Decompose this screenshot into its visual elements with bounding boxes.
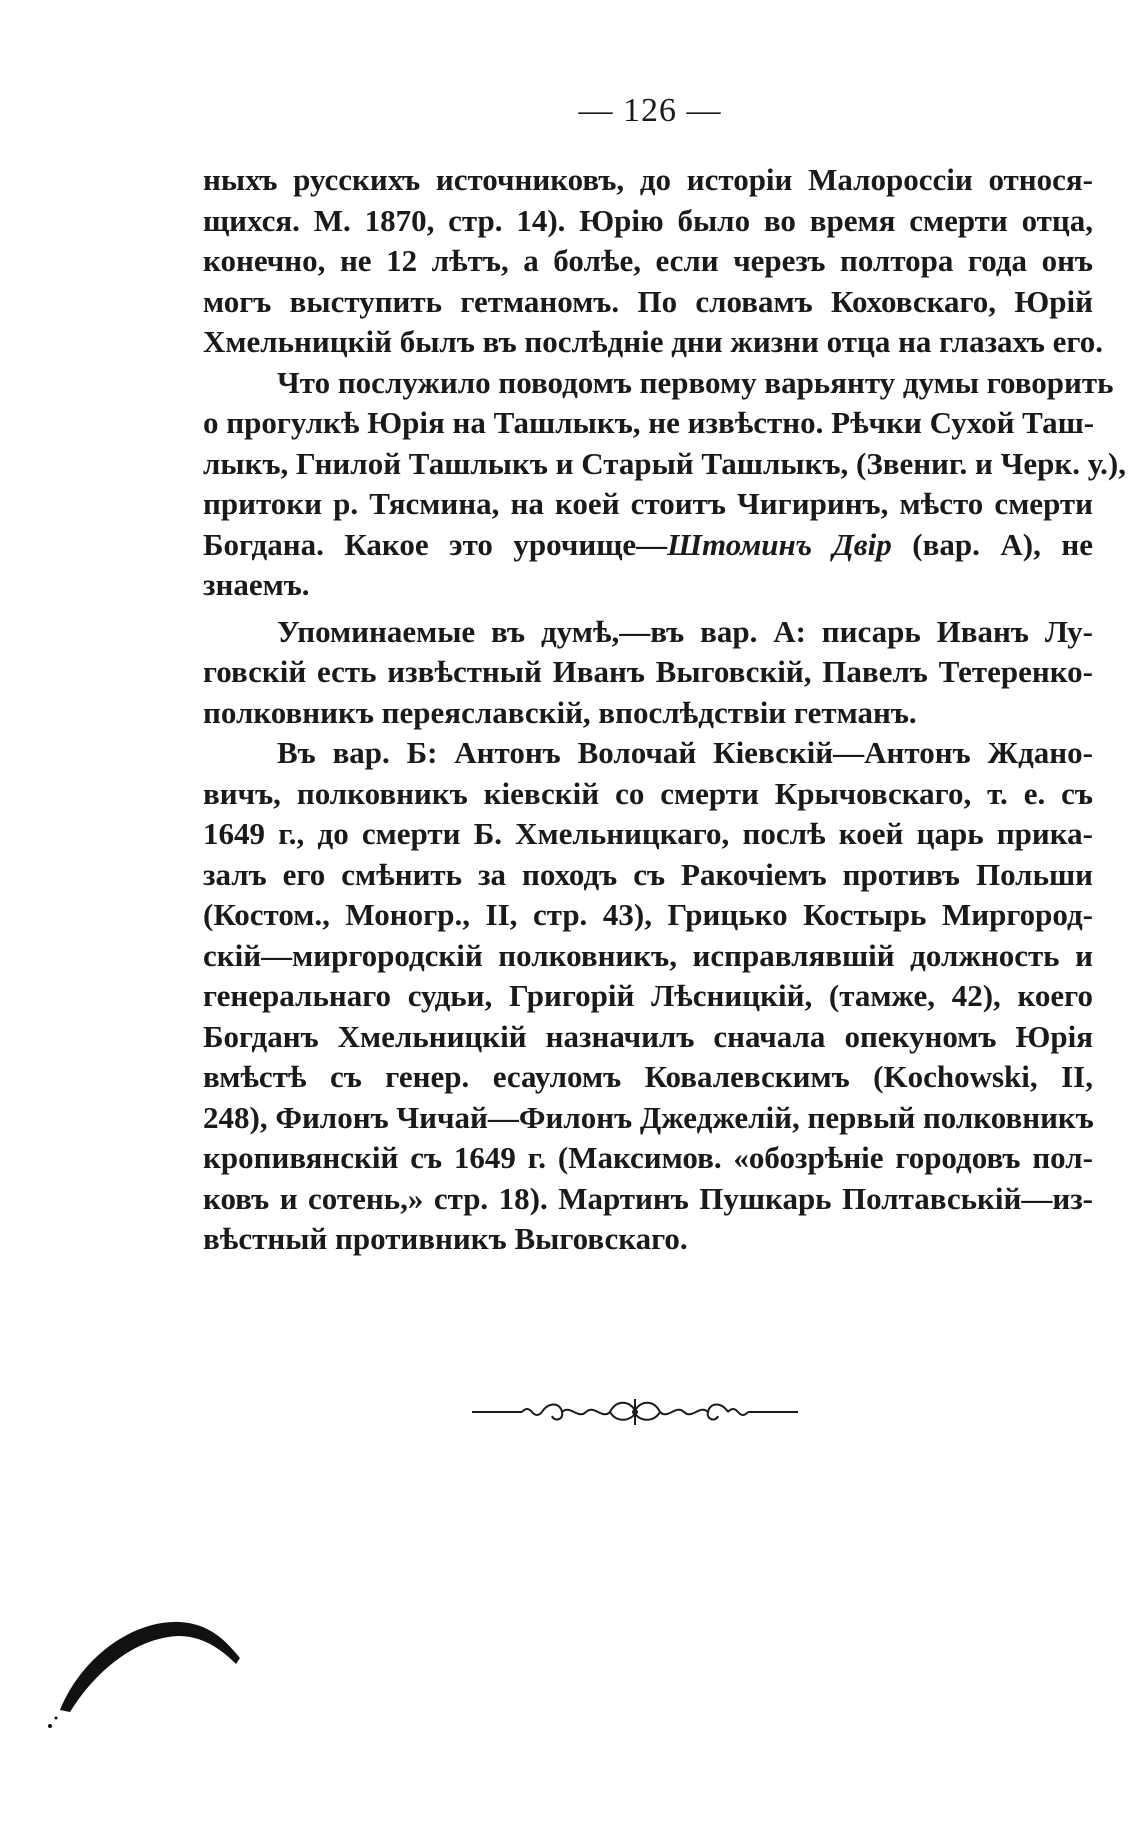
text-line: вичъ, полковникъ кіевскій со смерти Крычовскаго, т. е. съ — [203, 775, 1093, 811]
text-line: лыкъ, Гнилой Ташлыкъ и Старый Ташлыкъ, (Звениг. и Черк. у.), — [203, 445, 1126, 481]
text-line: генеральнаго судьи, Григорій Лѣсницкій, (тамже, 42), коего — [203, 978, 1093, 1013]
text-line: притоки р. Тясмина, на коей стоитъ Чигиринъ, мѣсто смерти — [203, 486, 1093, 521]
italic-place-name: Штоминъ Двір — [667, 526, 892, 562]
text-line: могъ выступить гетманомъ. По словамъ Коховскаго, Юрій — [203, 283, 1093, 319]
text-line: Въ вар. Б: Антонъ Волочай Кіевскій—Антонъ Ждано- — [277, 735, 1093, 770]
text-line: Хмельницкій былъ въ послѣдніе дни жизни отца на глазахъ его. — [203, 324, 1103, 359]
text-line-mixed — [203, 525, 1093, 566]
text-line: о прогулкѣ Юрія на Ташлыкъ, не извѣстно. Рѣчки Сухой Таш- — [203, 405, 1095, 440]
text-line: Упоминаемые въ думѣ,—въ вар. А: писарь Иванъ Лу- — [277, 613, 1093, 649]
text-segment: (вар. А), не — [891, 526, 1094, 562]
page-number: — 126 — — [578, 92, 722, 129]
paragraph-4 — [203, 733, 1093, 1260]
text-segment: Богдана. Какое это урочище— — [203, 526, 668, 562]
text-line: Богданъ Хмельницкій назначилъ сначала опекуномъ Юрія — [203, 1018, 1093, 1054]
scan-artifact-mark — [40, 1600, 250, 1730]
text-line: (Костом., Моногр., II, стр. 43), Грицько Костырь Миргород- — [203, 897, 1093, 932]
text-line: ковъ и сотень,» стр. 18). Мартинъ Пушкарь Полтавській—из- — [203, 1180, 1093, 1216]
text-line: ныхъ русскихъ источниковъ, до исторіи Малороссіи относя- — [203, 162, 1093, 197]
text-line: кропивянскій съ 1649 г. (Максимов. «обозрѣніе городовъ пол- — [203, 1140, 1093, 1175]
text-line: вмѣстѣ съ генер. есауломъ Ковалевскимъ (Kochowski, II, — [203, 1059, 1093, 1094]
body-text — [203, 160, 1126, 1260]
decorative-tailpiece-icon — [470, 1395, 800, 1429]
text-line: конечно, не 12 лѣтъ, а болѣе, если черезъ полтора года онъ — [203, 243, 1093, 278]
text-line: щихся. М. 1870, стр. 14). Юрію было во время смерти отца, — [203, 202, 1093, 238]
text-line: знаемъ. — [203, 567, 310, 602]
text-line: 1649 г., до смерти Б. Хмельницкаго, послѣ коей царь прика- — [203, 816, 1093, 851]
text-line: говскій есть извѣстный Иванъ Выговскій, Павелъ Тетеренко- — [203, 654, 1093, 689]
paragraph-2 — [203, 363, 1126, 606]
text-line: залъ его смѣнить за походъ съ Ракочіемъ противъ Польши — [203, 856, 1093, 892]
paragraph-3 — [203, 612, 1093, 734]
text-line: вѣстный противникъ Выговскаго. — [203, 1221, 688, 1256]
text-line: полковникъ переяславскій, впослѣдствіи гетманъ. — [203, 694, 917, 730]
text-line: 248), Филонъ Чичай—Филонъ Джеджелій, первый полковникъ — [203, 1099, 1094, 1135]
paragraph-1 — [203, 160, 1103, 363]
text-line: Что послужило поводомъ первому варьянту думы говорить — [277, 364, 1114, 400]
text-line: скій—миргородскій полковникъ, исправлявшій должность и — [203, 937, 1093, 973]
